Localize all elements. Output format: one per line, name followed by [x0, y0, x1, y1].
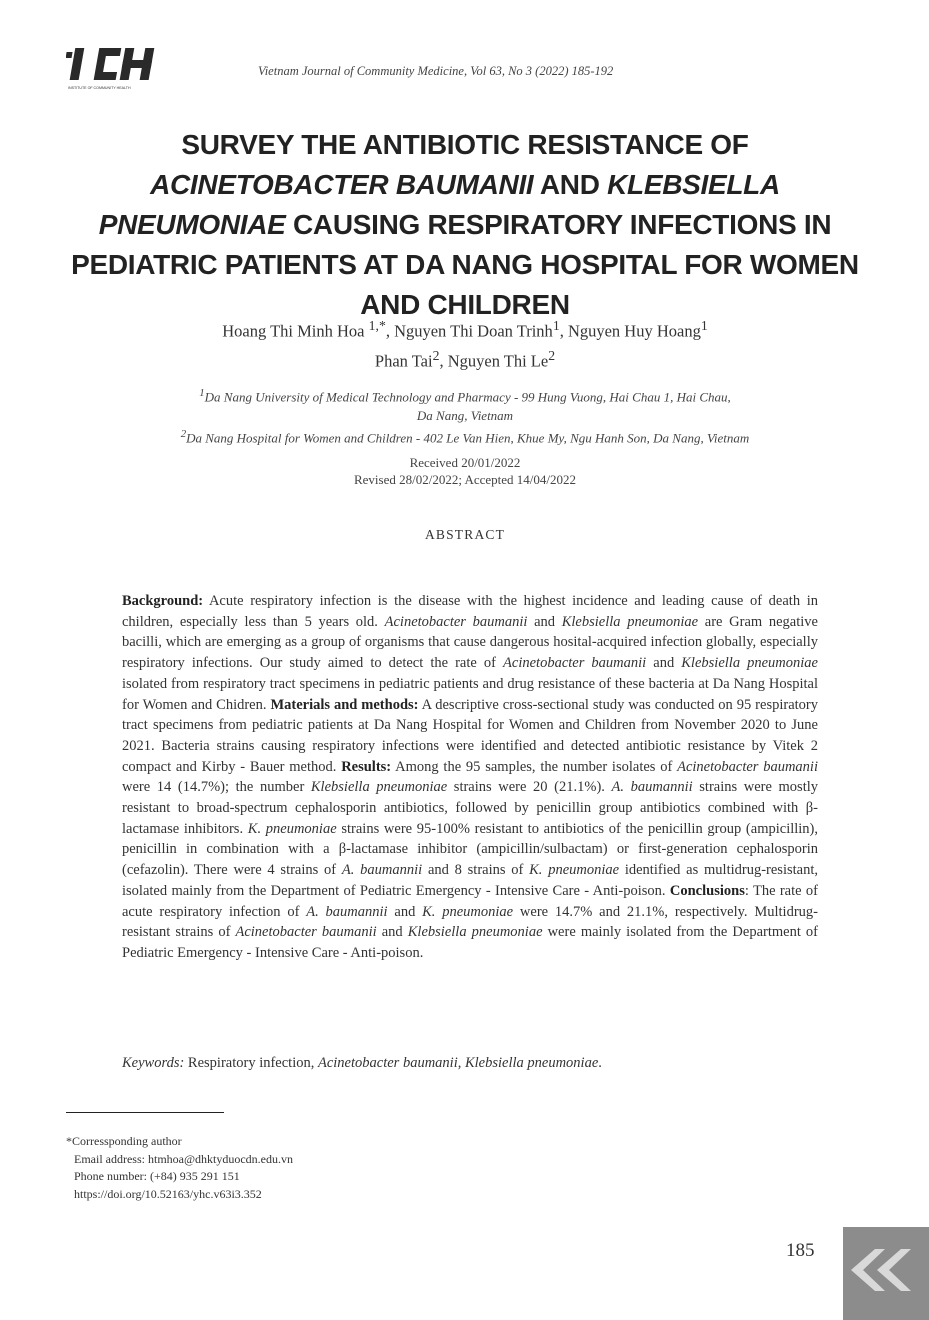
- journal-citation: Vietnam Journal of Community Medicine, Vol 63, No 3 (2022) 185-192: [258, 64, 614, 78]
- page-number: 185: [786, 1240, 815, 1261]
- affiliations: $^1$Da Nang University of Medical Technology and Pharmacy - 99 Hung Vuong, Hai Chau 1, Hai Chau, Da Nang, Vietnam $^2$Da Nang Hospital for Women and Children - 402 Le Van Hien, Khue My, Ngu Hanh Son, Da Nang, Vietnam: [180, 387, 750, 446]
- doi-link[interactable]: https://doi.org/10.52163/yhc.v63i3.352: [74, 1186, 262, 1201]
- received-date: Received 20/01/2022: [409, 455, 521, 470]
- author-list: Hoang Thi Minh Hoa $^{1,*}$, Nguyen Thi Doan Trinh$^1$, Nguyen Huy Hoang$^1$ Phan Tai$^2$, Nguyen Thi Le$^2$: [222, 318, 708, 370]
- footnote-divider: [66, 1112, 224, 1113]
- keywords: Keywords: Respiratory infection, Acinetobacter baumanii, Klebsiella pneumoniae.: [122, 1055, 602, 1071]
- corresponding-author: *Corressponding author: [66, 1134, 182, 1148]
- paper-title: SURVEY THE ANTIBIOTIC RESISTANCE OF ACINETOBACTER BAUMANII AND KLEBSIELLA PNEUMONIAE CAUSING RESPIRATORY INFECTIONS IN PEDIATRIC PATIENTS AT DA NANG HOSPITAL FOR WOMEN AND CHILDREN: [71, 129, 859, 320]
- double-chevron-left-icon: [843, 1245, 929, 1295]
- journal-logo: [66, 44, 158, 92]
- abstract-body: Background: Acute respiratory infection is the disease with the highest incidence and leading cause of death in children, especially less than 5 years old. Acinetobacter baumanii and Klebsiella pneumoniae are Gram negative bacilli, which are emerging as a group of organisms that cause dangerous hosital-acquired infection globally, especially respiratory infections. Our study aimed to detect the rate of Acinetobacter baumanii and Klebsiella pneumoniae isolated from respiratory tract specimens in pediatric patients and drug resistance of these bacteria at Da Nang Hospital for Women and Chidren. Materials and methods: A descriptive cross-sectional study was conducted on 95 respiratory tract specimens from pediatric patients at Da Nang Hospital for Women and Children from November 2020 to June 2021. Bacteria strains causing respiratory infections were identified and detected antibiotic resistance by Vitek 2 compact and Kirby - Bauer method. Results: Among the 95 samples, the number isolates of Acinetobacter baumanii were 14 (14.7%); the number Klebsiella pneumoniae strains were 20 (21.1%). A. baumannii strains were mostly resistant to broad-spectrum cephalosporin antibiotics, followed by penicillin group antibiotics combined with β-lactamase inhibitors. K. pneumoniae strains were 95-100% resistant to antibiotics of the penicillin group (ampicillin), penicillin in combination with a β-lactamase inhibitor (ampicillin/sulbactam) or first-generation cephalosporin (cefazolin). There were 4 strains of A. baumannii and 8 strains of K. pneumoniae identified as multidrug-resistant, isolated mainly from the Department of Pediatric Emergency - Intensive Care - Anti-poison. Conclusions: The rate of acute respiratory infection of A. baumannii and K. pneumoniae were 14.7% and 21.1%, respectively. Multidrug-resistant strains of Acinetobacter baumanii and Klebsiella pneumoniae were mainly isolated from the Department of Pediatric Emergency - Intensive Care - Anti-poison.: [122, 593, 819, 961]
- abstract-heading: ABSTRACT: [424, 527, 506, 542]
- phone-number: Phone number: (+84) 935 291 151: [74, 1169, 240, 1183]
- logo-subtext: INSTITUTE OF COMMUNITY HEALTH: [68, 86, 131, 90]
- revised-accepted-date: Revised 28/02/2022; Accepted 14/04/2022: [353, 472, 577, 487]
- email-address: Email address: htmhoa@dhktyduocdn.edu.vn: [74, 1151, 294, 1166]
- article-dates: [60, 454, 870, 488]
- page-tab: [843, 1227, 929, 1320]
- footnote: [66, 1133, 293, 1203]
